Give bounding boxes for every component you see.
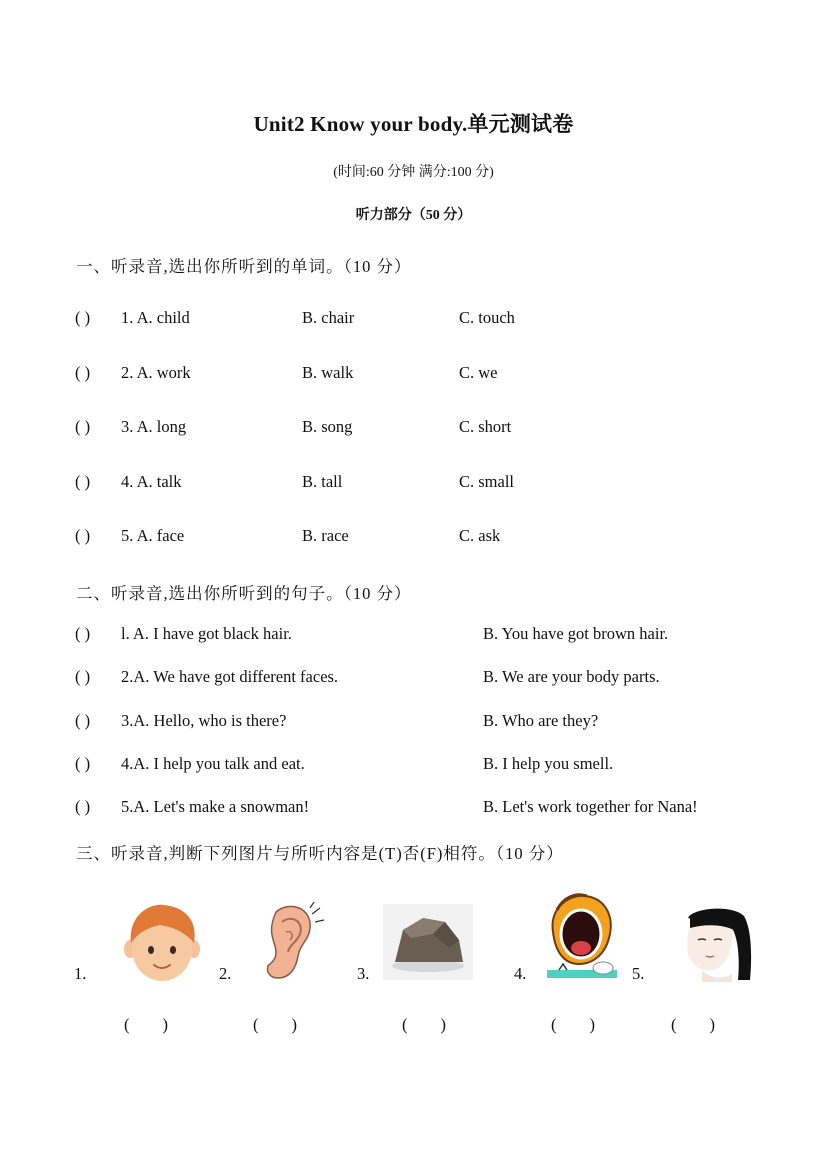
section1-title: 一、听录音,选出你所听到的单词。（10 分）	[76, 257, 412, 276]
option-b: B. tall	[302, 472, 343, 491]
list-item	[75, 363, 775, 385]
answer-blank[interactable]: ( )	[75, 797, 91, 816]
answer-blank[interactable]: ( )	[75, 472, 91, 491]
page-subtitle: (时间:60 分钟 满分:100 分)	[333, 165, 494, 180]
list-item	[75, 308, 775, 330]
option-c: C. ask	[459, 526, 501, 545]
list-item	[75, 472, 775, 494]
answer-blank[interactable]: ( )	[75, 667, 91, 686]
answer-blank[interactable]: ( )	[75, 711, 91, 730]
option-a: 4.A. I help you talk and eat.	[121, 754, 305, 773]
section3-title: 三、听录音,判断下列图片与所听内容是(T)否(F)相符。（10 分）	[76, 844, 564, 863]
answer-blank[interactable]: ( )	[75, 363, 91, 382]
option-a: 2. A. work	[121, 363, 191, 382]
picture-number: 1.	[74, 964, 87, 983]
answer-blank[interactable]: ( )	[75, 754, 91, 773]
option-a: 5.A. Let's make a snowman!	[121, 797, 310, 816]
boy-face-icon	[124, 903, 200, 983]
list-item	[75, 526, 775, 548]
option-a: 3. A. long	[121, 417, 187, 436]
answer-blank[interactable]: ( )	[75, 417, 91, 436]
answer-blank[interactable]: ( )	[671, 1015, 715, 1034]
picture-number: 5.	[632, 964, 645, 983]
section2-title: 二、听录音,选出你所听到的句子。（10 分）	[76, 584, 412, 603]
option-a: l. A. I have got black hair.	[121, 624, 292, 643]
answer-blank[interactable]: ( )	[253, 1015, 297, 1034]
list-item	[75, 624, 775, 646]
rock-icon	[383, 904, 473, 980]
option-b: B. We are your body parts.	[483, 667, 660, 686]
option-a: 2.A. We have got different faces.	[121, 667, 339, 686]
picture-number: 4.	[514, 964, 527, 983]
long-hair-girl-icon	[682, 908, 752, 982]
answer-blank[interactable]: ( )	[75, 526, 91, 545]
option-c: C. touch	[459, 308, 515, 327]
option-a: 1. A. child	[121, 308, 190, 327]
option-a: 3.A. Hello, who is there?	[121, 711, 287, 730]
ear-icon	[262, 902, 326, 982]
option-b: B. race	[302, 526, 349, 545]
option-b: B. You have got brown hair.	[483, 624, 669, 643]
option-b: B. walk	[302, 363, 354, 382]
page-title: Unit2 Know your body.单元测试卷	[253, 112, 574, 136]
answer-blank[interactable]: ( )	[551, 1015, 595, 1034]
option-b: B. chair	[302, 308, 355, 327]
picture-number: 3.	[357, 964, 370, 983]
option-b: B. Who are they?	[483, 711, 599, 730]
option-a: 4. A. talk	[121, 472, 182, 491]
answer-blank[interactable]: ( )	[75, 624, 91, 643]
option-a: 5. A. face	[121, 526, 185, 545]
list-item	[75, 711, 775, 733]
option-c: C. short	[459, 417, 512, 436]
option-c: C. we	[459, 363, 498, 382]
list-item	[75, 754, 775, 776]
option-c: C. small	[459, 472, 515, 491]
option-b: B. I help you smell.	[483, 754, 614, 773]
option-b: B. Let's work together for Nana!	[483, 797, 698, 816]
list-item	[75, 667, 775, 689]
list-item	[75, 417, 775, 439]
answer-blank[interactable]: ( )	[402, 1015, 446, 1034]
part-heading: 听力部分（50 分）	[355, 208, 472, 223]
picture-number: 2.	[219, 964, 232, 983]
answer-blank[interactable]: ( )	[124, 1015, 168, 1034]
answer-blank[interactable]: ( )	[75, 308, 91, 327]
shouting-mouth-icon	[545, 892, 619, 982]
list-item	[75, 797, 775, 819]
option-b: B. song	[302, 417, 353, 436]
